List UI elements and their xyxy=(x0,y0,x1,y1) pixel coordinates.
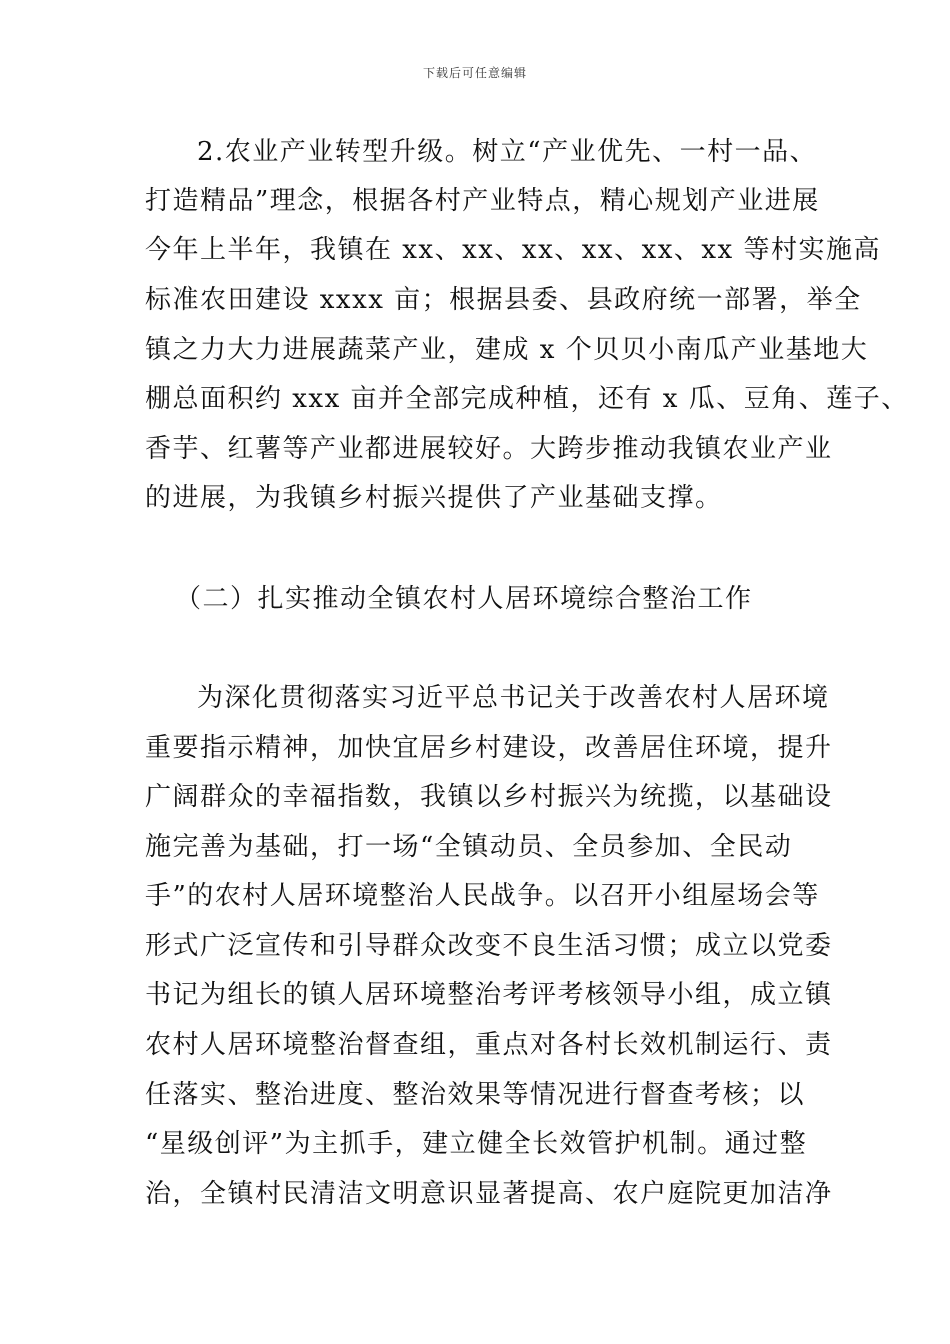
paragraph-2-line: 书记为组长的镇人居环境整治考评考核领导小组，成立镇 xyxy=(145,980,833,1010)
paragraph-2-line: 形式广泛宣传和引导群众改变不良生活习惯；成立以党委 xyxy=(145,931,833,961)
paragraph-2-line: 治，全镇村民清洁文明意识显著提高、农户庭院更加洁净 xyxy=(145,1179,833,1209)
paragraph-2-line: “星级创评”为主抓手，建立健全长效管护机制。通过整 xyxy=(145,1129,808,1159)
paragraph-1-line: 香芋、红薯等产业都进展较好。大跨步推动我镇农业产业 xyxy=(145,434,833,464)
paragraph-1-line: 棚总面积约 xxx 亩并全部完成种植，还有 x 瓜、豆角、莲子、 xyxy=(145,384,909,414)
paragraph-2-line: 农村人居环境整治督查组，重点对各村长效机制运行、责 xyxy=(145,1030,833,1060)
paragraph-2-line: 为深化贯彻落实习近平总书记关于改善农村人居环境 xyxy=(197,683,830,713)
page-header: 下载后可任意编辑 xyxy=(422,66,527,80)
paragraph-2-line: 手”的农村人居环境整治人民战争。以召开小组屋场会等 xyxy=(145,881,820,911)
paragraph-2-line: 任落实、整治进度、整治效果等情况进行督查考核；以 xyxy=(145,1080,806,1110)
paragraph-1-line: 的进展，为我镇乡村振兴提供了产业基础支撑。 xyxy=(145,483,723,513)
paragraph-2-line: 广阔群众的幸福指数，我镇以乡村振兴为统揽，以基础设 xyxy=(145,782,833,812)
paragraph-2-line: 施完善为基础，打一场“全镇动员、全员参加、全民动 xyxy=(145,832,793,862)
section-heading: （二）扎实推动全镇农村人居环境综合整治工作 xyxy=(175,584,753,614)
paragraph-1-line: 2.农业产业转型升级。树立“产业优先、一村一品、 xyxy=(197,137,818,167)
paragraph-1-line: 标准农田建设 xxxx 亩；根据县委、县政府统一部署，举全 xyxy=(145,285,862,315)
paragraph-1-line: 打造精品”理念，根据各村产业特点，精心规划产业进展 xyxy=(145,186,820,216)
paragraph-1-line: 镇之力大力进展蔬菜产业，建成 x 个贝贝小南瓜产业基地大 xyxy=(145,335,869,365)
paragraph-1-line: 今年上半年，我镇在 xx、xx、xx、xx、xx、xx 等村实施高 xyxy=(145,235,881,265)
paragraph-2-line: 重要指示精神，加快宜居乡村建设，改善居住环境，提升 xyxy=(145,733,833,763)
